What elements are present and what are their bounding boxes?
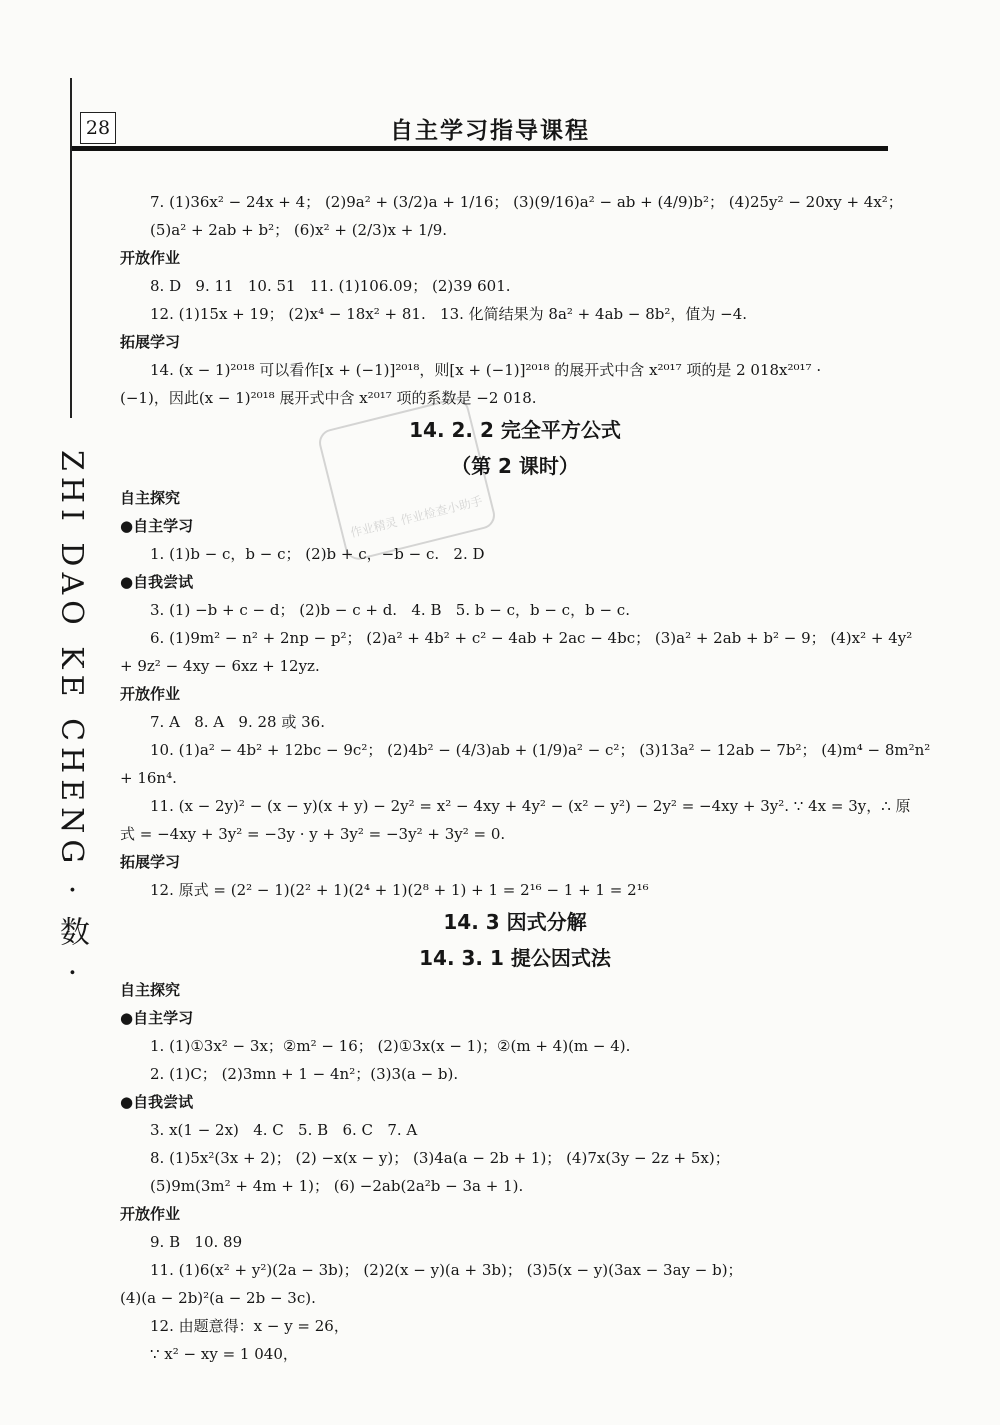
answer-line: + 16n⁴. — [120, 769, 177, 787]
chapter-heading: 14. 2. 2 完全平方公式 — [409, 418, 621, 442]
section-heading: ●自我尝试 — [120, 1093, 194, 1111]
section-heading: 拓展学习 — [120, 853, 181, 871]
answer-line: 9. B 10. 89 — [150, 1233, 243, 1251]
answer-line: (5)a² + 2ab + b²； (6)x² + (2/3)x + 1/9. — [150, 221, 448, 239]
answer-line: 11. (x − 2y)² − (x − y)(x + y) − 2y² = x² − 4xy + 4y² − (x² − y²) − 2y² = −4xy + 3y². ∵ 4x = 3y，∴ 原 — [150, 797, 911, 815]
section-heading: ●自主学习 — [120, 1009, 194, 1027]
answer-line: (5)9m(3m² + 4m + 1)； (6) −2ab(2a²b − 3a + 1). — [150, 1177, 524, 1195]
section-heading: 开放作业 — [120, 249, 181, 267]
answer-line: 1. (1)b − c，b − c； (2)b + c，−b − c. 2. D — [150, 545, 485, 563]
answer-line: 8. D 9. 11 10. 51 11. (1)106.09； (2)39 601. — [150, 277, 511, 295]
answer-line: 10. (1)a² − 4b² + 12bc − 9c²； (2)4b² − (4/3)ab + (1/9)a² − c²； (3)13a² − 12ab − 7b²； (4)m⁴ − 8m²n² — [150, 741, 931, 759]
answer-line: + 9z² − 4xy − 6xz + 12yz. — [120, 657, 320, 675]
answer-line: 12. (1)15x + 19； (2)x⁴ − 18x² + 81. 13. 化简结果为 8a² + 4ab − 8b²，值为 −4. — [150, 305, 748, 323]
answer-line: 12. 由题意得：x − y = 26， — [150, 1317, 349, 1335]
chapter-heading: 14. 3 因式分解 — [443, 910, 587, 934]
answer-line: 14. (x − 1)²⁰¹⁸ 可以看作[x + (−1)]²⁰¹⁸，则[x + (−1)]²⁰¹⁸ 的展开式中含 x²⁰¹⁷ 项的是 2 018x²⁰¹⁷ · — [150, 361, 822, 379]
answer-line: 12. 原式 = (2² − 1)(2² + 1)(2⁴ + 1)(2⁸ + 1) + 1 = 2¹⁶ − 1 + 1 = 2¹⁶ — [150, 881, 649, 899]
header-title: 自主学习指导课程 — [390, 117, 590, 144]
section-heading: 开放作业 — [120, 1205, 181, 1223]
answer-line: 3. (1) −b + c − d； (2)b − c + d. 4. B 5. b − c，b − c，b − c. — [150, 601, 630, 619]
left-margin-rule — [70, 78, 72, 418]
answer-line: (−1)，因此(x − 1)²⁰¹⁸ 展开式中含 x²⁰¹⁷ 项的系数是 −2 018. — [120, 389, 537, 407]
answer-line: 2. (1)C； (2)3mn + 1 − 4n²；(3)3(a − b). — [150, 1065, 459, 1083]
watermark-stamp: 作业精灵 作业检查小助手 — [316, 395, 498, 562]
answer-line: 7. (1)36x² − 24x + 4； (2)9a² + (3/2)a + 1/16； (3)(9/16)a² − ab + (4/9)b²； (4)25y² − 20xy + 4x²； — [150, 193, 903, 211]
section-heading: ●自主学习 — [120, 517, 194, 535]
answer-line: 7. A 8. A 9. 28 或 36. — [150, 713, 325, 731]
section-heading: 自主探究 — [120, 489, 181, 507]
answer-content — [120, 188, 931, 1368]
answer-line: 6. (1)9m² − n² + 2np − p²； (2)a² + 4b² + c² − 4ab + 2ac − 4bc； (3)a² + 2ab + b² − 9； (4)x² + 4y² — [150, 629, 913, 647]
answer-line: 1. (1)①3x² − 3x；②m² − 16； (2)①3x(x − 1)；②(m + 4)(m − 4). — [150, 1037, 631, 1055]
page-number: 28 — [80, 112, 116, 144]
chapter-heading: （第 2 课时） — [451, 454, 579, 478]
answer-line: 3. x(1 − 2x) 4. C 5. B 6. C 7. A — [150, 1121, 418, 1139]
section-heading: ●自我尝试 — [120, 573, 194, 591]
section-heading: 自主探究 — [120, 981, 181, 999]
answer-line: ∵ x² − xy = 1 040， — [150, 1345, 298, 1363]
answer-line: (4)(a − 2b)²(a − 2b − 3c). — [120, 1289, 316, 1307]
answer-line: 11. (1)6(x² + y²)(2a − 3b)； (2)2(x − y)(a + 3b)； (3)5(x − y)(3ax − 3ay − b)； — [150, 1261, 743, 1279]
side-series-text: ZHI DAO KE CHENG · 数 · — [54, 450, 89, 984]
header-rule — [72, 146, 888, 151]
answer-line: 8. (1)5x²(3x + 2)； (2) −x(x − y)； (3)4a(a − 2b + 1)； (4)7x(3y − 2z + 5x)； — [150, 1149, 730, 1167]
section-heading: 拓展学习 — [120, 333, 181, 351]
chapter-heading: 14. 3. 1 提公因式法 — [419, 946, 611, 970]
answer-line: 式 = −4xy + 3y² = −3y · y + 3y² = −3y² + 3y² = 0. — [120, 825, 506, 843]
section-heading: 开放作业 — [120, 685, 181, 703]
